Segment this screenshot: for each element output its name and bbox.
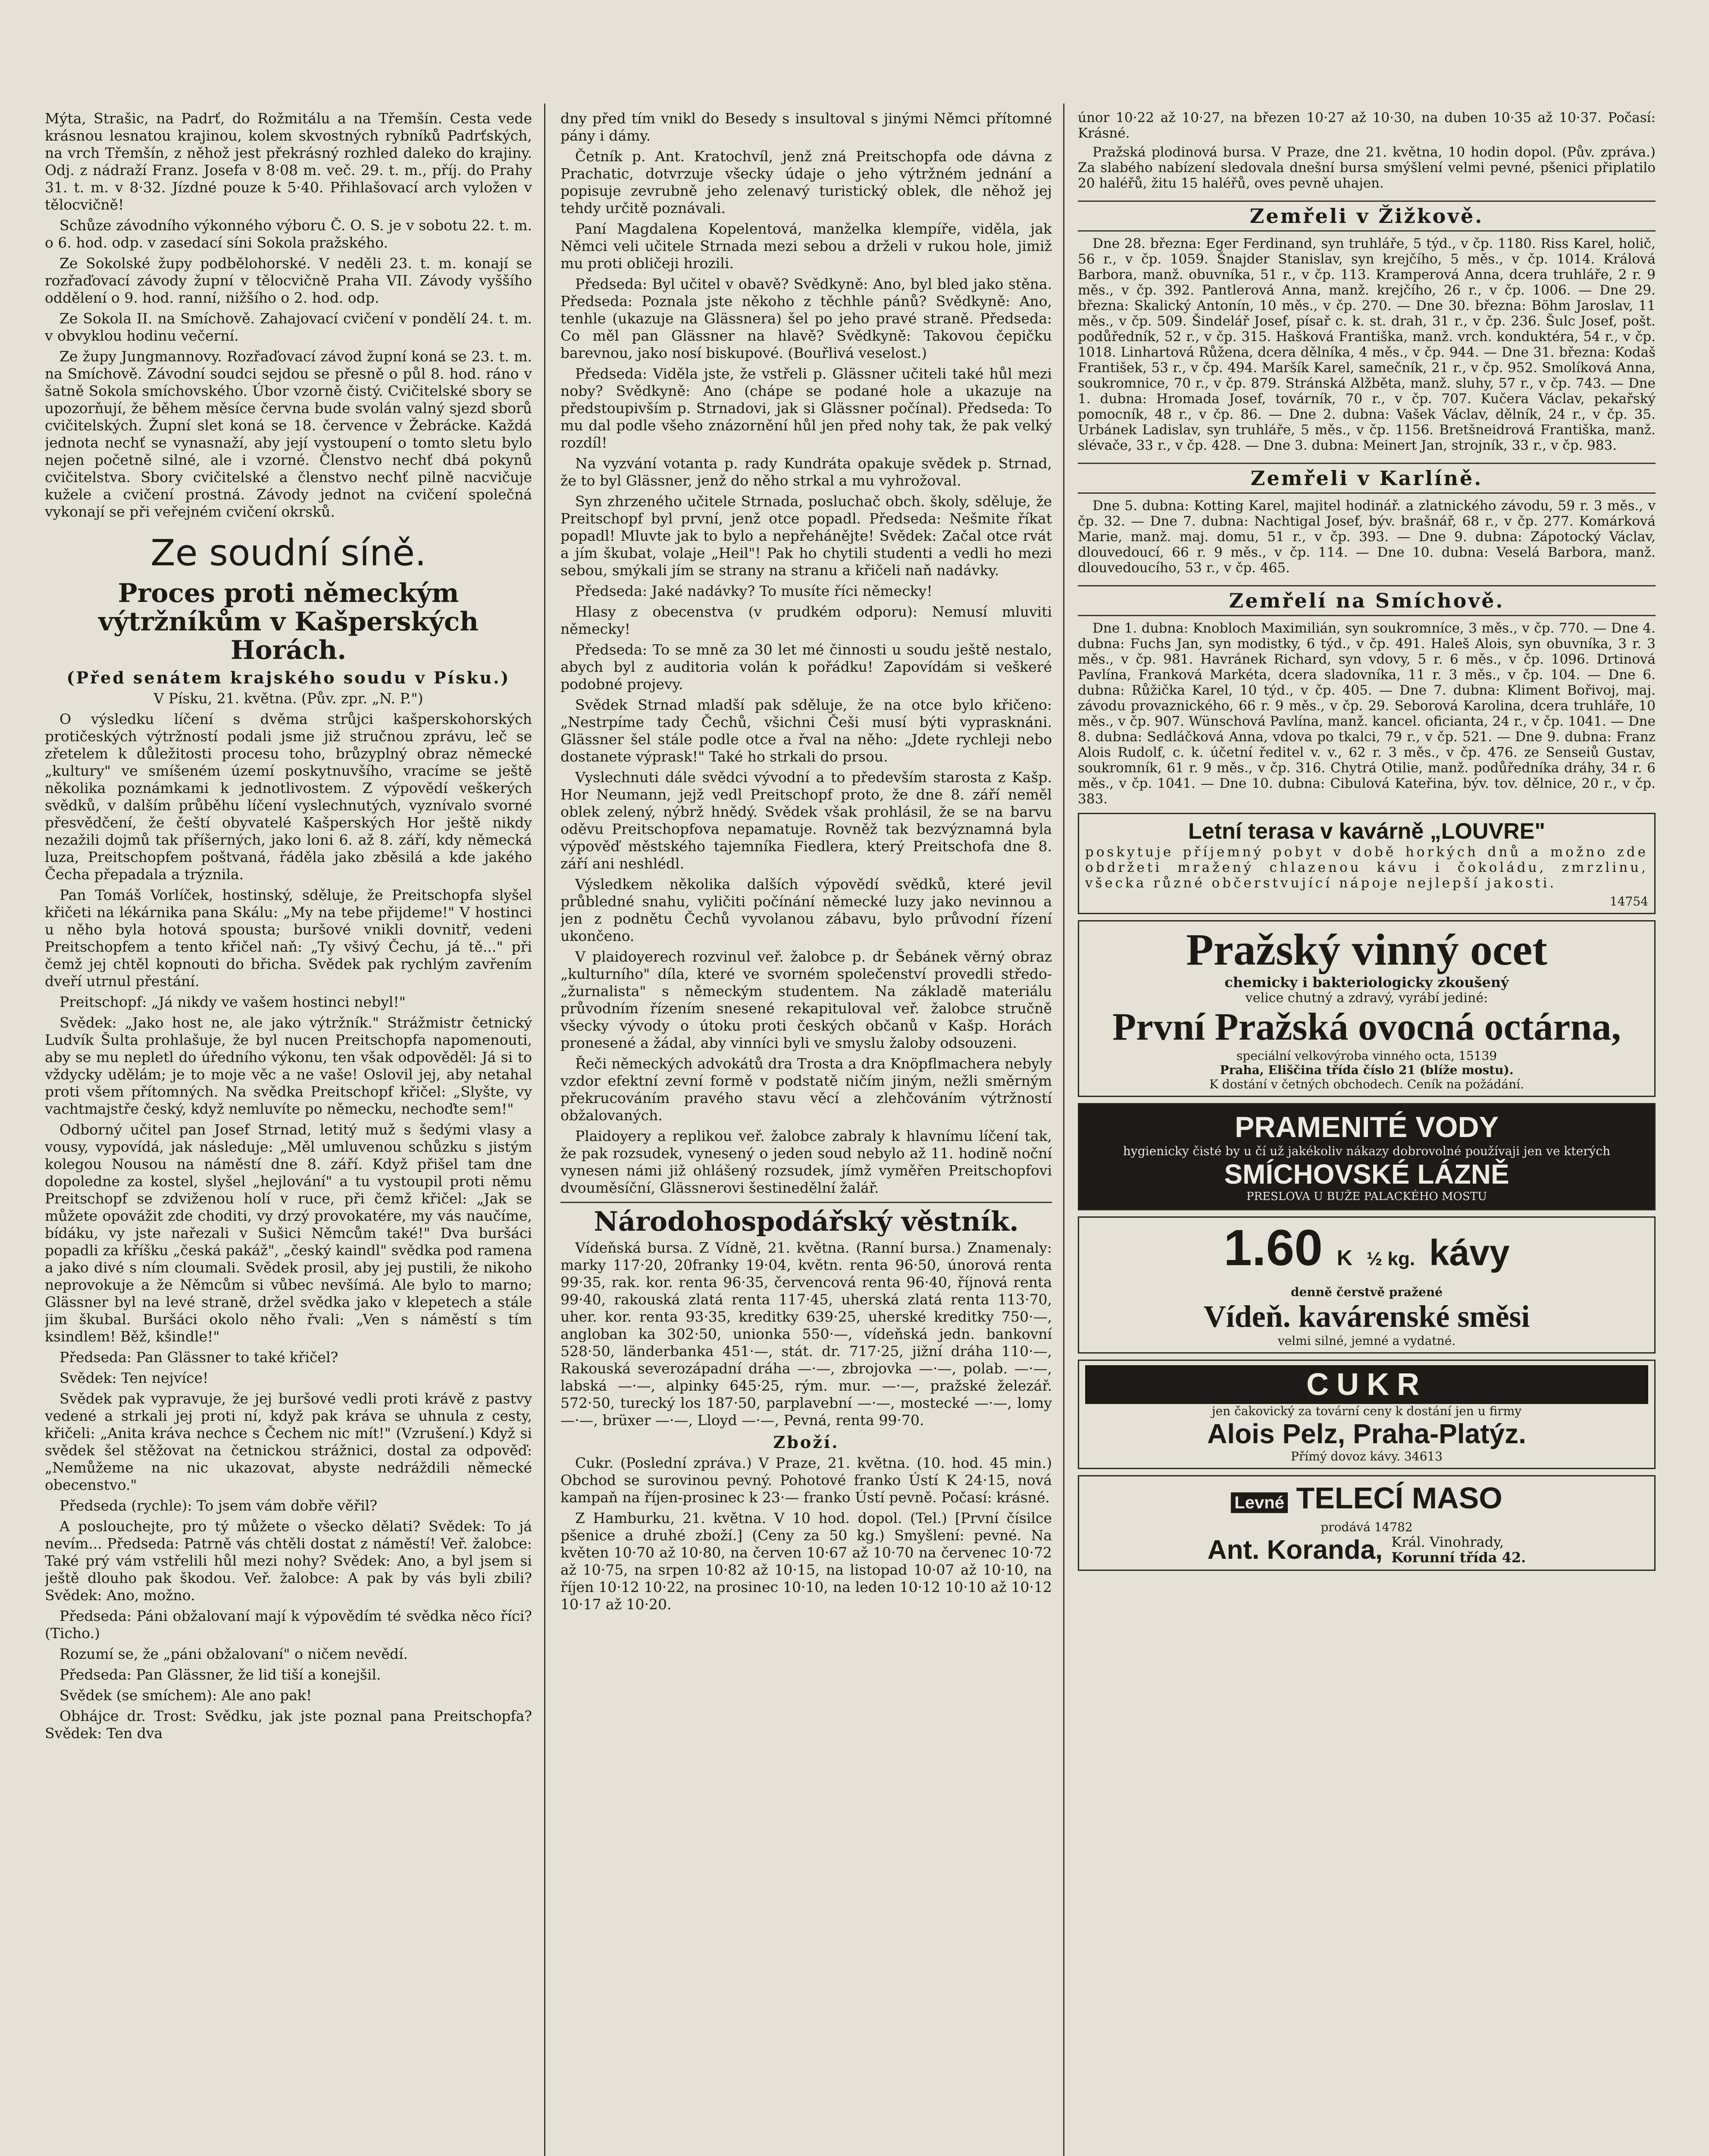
veal-ad-title: TELECÍ MASO — [1296, 1481, 1502, 1515]
article-paragraph: Na vyzvání votanta p. rady Kundráta opakuje svědek p. Strnad, že to byl Glässner, jenž do něho strkal a mu vyhrožoval. — [560, 455, 1052, 489]
hamburg-report: Z Hamburku, 21. května. V 10 hod. dopol. (Tel.) [První čísilce pšenice a druhé zboží.] (Ceny za 50 kg.) Smyšlení: pevné. Na květen 10·70 až 10·80, na červen 10·67 až 10·70 na červenec 10·72 až 10·75, na srpen 10·82 až 10·15, na listopad 10·07 až 10·10, na říjen 10·12 10·22, na prosinec 10·10, na leden 10·12 10·10 až 10·12 10·17 až 10·20. — [560, 1510, 1052, 1613]
article-paragraph: Rozumí se, že „páni obžalovaní" o ničem nevědí. — [59, 1645, 408, 1662]
article-paragraph: Obhájce dr. Trost: Svědku, jak jste poznal pana Preitschopfa? Svědek: Ten dva — [45, 1708, 532, 1742]
spa-ad-title: PRAMENITÉ VODY — [1234, 1111, 1499, 1144]
vinegar-ad-sub2: velice chutný a zdravý, vyrábí jediné: — [1245, 990, 1488, 1006]
vinegar-ad-address: Praha, Eliščina třída číslo 21 (blíže mostu). — [1220, 1063, 1514, 1077]
deaths-karlin-list: Dne 5. dubna: Kotting Karel, majitel hodinář. a zlatnického závodu, 59 r. 3 měs., v čp. 32. — Dne 7. dubna: Nachtigal Josef, býv. brašnář, 68 r., v čp. 277. Komárková Marie, manž. maj. domu, 51 r., v čp. 393. — Dne 9. dubna: Zápotocký Václav, dlouvedoucí, 66 r. 9 měs., v čp. 114. — Dne 10. dubna: Veselá Barbora, manž. dlouvedoucího, 53 r., v čp. 465. — [1078, 498, 1656, 576]
vinegar-advert — [1078, 920, 1656, 1097]
coffee-ad-coffee: kávy — [1429, 1232, 1510, 1273]
article-paragraph: Svědek Strnad mladší pak sděluje, že na otce bylo křičeno: „Nestrpíme tady Čechů, všichni Češi musí býti vyprasknáni. Glässner šel stále podle otce a řval na něho: „Jdete rychleji nebo dostanete výprask!" Také ho strkali do prsou. — [560, 696, 1052, 765]
louvre-advert — [1078, 813, 1656, 914]
article-paragraph: Hlasy z obecenstva (v prudkém odporu): Nemusí mluviti německy! — [560, 603, 1052, 637]
article-paragraph: Výsledkem několika dalších výpovědí svědků, které jevil průbledné snahu, vyličiti počínání německé luzy jako nevinnou a jen z podnětu Čechů vyvolanou zábavu, bylo průvodní řízení ukončeno. — [560, 876, 1052, 944]
spa-ad-text: hygienicky čisté by u čí už jakékoliv nákazy dobrovolné používaji jen ve kterých — [1123, 1144, 1611, 1158]
deaths-smichov-list: Dne 1. dubna: Knobloch Maximilián, syn soukromníce, 3 měs., v čp. 770. — Dne 4. dubna: Fuchs Jan, syn modistky, 6 týd., v čp. 491. Haleš Alois, syn obuvníka, 3 r. 3 měs., v čp. 981. Havránek Richard, syn vdovy, 5 r. 6 měs., v čp. 1096. Drtinová Pavlína, Franková Markéta, dcera sladovníka, 11 r. 3 měs., v čp. 104. — Dne 6. dubna: Růžička Karel, 10 týd., v čp. 405. — Dne 7. dubna: Kliment Bořivoj, maj. závodu provaznického, 66 r. 9 měs., v čp. 29. Seborová Karolina, dcera truhláře, 10 měs., v čp. 907. Wünschová Pavlína, manž. kancel. oficianta, 24 r., v čp. 1041. — Dne 8. dubna: Sedláčková Anna, vdova po tkalci, 79 r., v čp. 521. — Dne 9. dubna: Franz Alois Rudolf, c. k. účetní ředitel v. v., 62 r. 3 měs., v čp. 476. ze Senseiů Gustav, soukromník, 61 r. 9 měs., v čp. 316. Chytrá Otilie, manž. podůředníka dráhy, 34 r. 6 měs., v čp. 1041. — Dne 10. dubna: Cibulová Kateřina, býv. tov. dělnice, 20 r., v čp. 383. — [1078, 620, 1656, 807]
veal-ad-address1: Král. Vinohrady, — [1391, 1534, 1504, 1550]
deaths-zizkov-list: Dne 28. března: Eger Ferdinand, syn truhláře, 5 týd., v čp. 1180. Riss Karel, holič, 56 r., v čp. 1059. Šnajder Stanislav, syn krejčího, 5 měs., v čp. 1014. Králová Barbora, manž. obuvníka, 51 r., v čp. 113. Kramperová Anna, dcera truhláře, 2 r. 9 měs., v čp. 392. Pantlerová Anna, manž. krejčího, 26 r., v čp. 1006. — Dne 29. března: Skalický Antonín, 10 měs., v čp. 270. — Dne 30. března: Böhm Jaroslav, 11 měs., v čp. 509. Šindelář Josef, písař c. k. st. drah, 31 r., v čp. 236. Šulc Josef, pošt. podůředník, 52 r., v čp. 315. Hašková Františka, manž. vrch. konduktéra, 54 r., v čp. 1018. Linhartová Růžena, dcera dělníka, 4 měs., v čp. 944. — Dne 31. března: Kodaš František, 53 r., v čp. 494. Maršík Karel, samečník, 21 r., v čp. 952. Smolíková Anna, soukromnice, 70 r., v čp. 879. Stránská Alžběta, manž. sluhy, 57 r., v čp. 743. — Dne 1. dubna: Hromada Josef, továrník, 70 r., v čp. 707. Kučera Václav, pekařský pomocník, 48 r., v čp. 86. — Dne 2. dubna: Vašek Václav, dělník, 24 r., v čp. 35. Urbánek Ladislav, syn truhláře, 5 měs., v čp. 1156. Bretšneidrová Františka, manž. slévače, 33 r., v čp. 428. — Dne 3. dubna: Meinert Jan, strojník, 33 r., v čp. 983. — [1078, 236, 1656, 453]
article-paragraph: Předseda: Jaké nadávky? To musíte říci německy! — [575, 583, 933, 599]
article-paragraph: Řeči německých advokátů dra Trosta a dra Knöpflmachera nebyly vzdor efektní zevní formě v podstatě ničím jiným, nežli směrným překrucováním pravého stavu věcí a zlehčováním výtržností obžalovaných. — [560, 1055, 1052, 1124]
deaths-smichov-title: Zemřelí na Smíchově. — [1078, 585, 1656, 616]
article-paragraph: Plaidoyery a replikou veř. žalobce zabraly k hlavnímu líčení tak, že pak rozsudek, vynesený o jeden soud nebylo až 11. hodině noční vynesen námi již ohlášený rozsudek, jímž vyměřen Preitschopfovi dvouměsíční, Glässnerovi šestinedělní žalář. — [560, 1128, 1052, 1196]
vinegar-ad-sub: chemicky i bakteriologicky zkoušený — [1224, 974, 1509, 990]
article-paragraph: Předseda: Páni obžalovaní mají k výpovědím té svědka něco říci? (Ticho.) — [45, 1608, 532, 1642]
article-dateline: V Písku, 21. května. (Pův. zpr. „N. P.") — [153, 690, 423, 707]
article-paragraph: Předseda: To se mně za 30 let mé činnosti u soudu ještě nestalo, abych byl z auditoria volán k pořádku! Zapovídám si veškeré podobné projevy. — [560, 641, 1052, 693]
vienna-bourse-report: Vídeňská bursa. Z Vídně, 21. května. (Ranní bursa.) Znamenaly: marky 117·20, 20franky 19·04, květn. renta 96·50, únorová renta 99·35, rak. kor. renta 96·35, červencová renta 96·40, říjnová renta 99·40, rakouská zlatá renta 117·45, uherská zlatá renta 113·70, uher. kor. renta 93·35, kreditky 639·25, uherské kreditky 750·—, angloban ka 302·50, unionka 550·—, vídeňská jedn. bankovní 528·50, länderbanka 451·—, stát. dr. 717·25, jižní dráha 110·—, Rakouská severozápadní dráha —·—, zbrojovka —·—, polab. —·—, labská —·—, alpinky 645·25, rým. mur. —·—, pražské železář. 572·50, turecký los 187·50, parplavební —·—, mostecké —·—, lomy —·—, brüxer —·—, Lloyd —·—, Pevná, renta 99·70. — [560, 1239, 1052, 1429]
article-paragraph: Odborný učitel pan Josef Strnad, letitý muž s šedými vlasy a vousy, vypovídá, jak následuje: „Měl umluvenou schůzku s jistým kolegou Nousou na náměstí dne 8. září. Když přišel tam dne dopoledne za kostel, slyšel „hejlování" a tu vystoupil proti němu Preitschopf se zdviženou holí v ruce, při čemž křičel: „Jak se můžete opovážit zde choditi, vy drzý provokatére, my vás naučíme, bídáku, vy jste nařezali v Sušici Němcům také!" Dva buršáci popadli za kříšku „česká pakáž", „český kaindl" svědka pod ramena a jako divé s ním cloumali. Svědek prosil, aby jej pustili, že nikoho neprovokuje a že Němcům si vůbec nevšímá. Ale bylo to marno; Glässner byl na levé straně, držel svědka jako v klepetech a stále jim škubal. Buršáci okolo něho řvali: „Ven s náměstí s tím ksindlem! Běž, kšindle!" — [45, 1121, 532, 1345]
article-paragraph: Pan Tomáš Vorlíček, hostinský, sděluje, že Preitschopfa slyšel křičeti na lékárnika pana Skálu: „My na tebe přijdeme!" V hostinci u něho byla hotová spousta; buršové vnikli dovnitř, vedeni Preitschopfem a tento křičel naň: „Ty všivý Čechu, já tě..." při čemž jej chtěl kopnouti do břicha. Svědek pak rychlým zavřením dveří utrnul přestání. — [45, 887, 532, 990]
louvre-ad-title: Letní terasa v kavárně „LOUVRE" — [1188, 819, 1546, 844]
coffee-advert — [1078, 1216, 1656, 1354]
article-headline: Proces proti německým výtržníkům v Kašperských Horách. — [98, 578, 479, 665]
veal-ad-cheap: Levné — [1231, 1492, 1288, 1513]
article-paragraph: Syn zhrzeného učitele Strnada, posluchač obch. školy, sděluje, že Preitschopf byl první, jenž otce popadl. Předseda: Nešmite říkat popadl! Mluvte jak to bylo a nepřehánějte! Svědek: Začal otce rvát a jím škubat, volaje „Heil"! Pak ho chytili studenti a vedli ho mezi sebou, smýkali jím se strany na stranu a křičeli naň nadávky. — [560, 493, 1052, 579]
column-rule-right — [1063, 103, 1064, 2156]
veal-ad-sub: prodává — [1321, 1520, 1371, 1534]
sokol-trip-notice: Mýta, Strašic, na Padrť, do Rožmitálu a na Třemšín. Cesta vede krásnou lesnatou krajinou, kolem skvostných rybníků Padrťských, na vrch Třemšín, z něhož jest překrásný rozhled daleko do krajiny. Odj. z nádraží Franz. Josefa v 8·08 m. več. 29. t. m., příj. do Prahy 31. t. m. v 8·32. Jízdné pouze k 5·40. Přihlašovací arch vyložen v tělocvičně! — [45, 110, 532, 213]
sugar-ad-title: CUKR — [1085, 1365, 1648, 1404]
article-paragraph: Svědek pak vypravuje, že jej buršové vedli proti krávě z pastvy vedené a strkali jej proti ní, když pak kráva se uhnula z cesty, křičeli: „Anita kráva nechce s Čechem nic mít!" (Vzrušení.) Když si svědek šel stěžovat na četnickou strážnici, dostal za odpověď: „Nemůžeme na nic ukazovat, abyste nedráždili německé obecenstvo." — [45, 1390, 532, 1493]
spa-advert — [1078, 1103, 1656, 1210]
coffee-ad-price: 1.60 — [1224, 1219, 1323, 1276]
column-1 — [45, 110, 532, 2156]
column-rule-left — [544, 103, 545, 2156]
coffee-ad-sub: velmi silné, jemné a vydatné. — [1277, 1334, 1456, 1348]
vinegar-ad-company: První Pražská ovocná octárna, — [1112, 1006, 1621, 1048]
veal-ad-number: 14782 — [1374, 1520, 1413, 1534]
spa-ad-brand: SMÍCHOVSKÉ LÁZNĚ — [1224, 1159, 1509, 1190]
sugar-report: Cukr. (Poslední zpráva.) V Praze, 21. května. (10. hod. 45 min.) Obchod se surovinou pevný. Pohotové franko Ústí K 24·15, nová kampaň na říjen-prosinec k 23·— franko Ústí pevně. Počasí: krásné. — [560, 1454, 1052, 1506]
sugar-ad-firm: Alois Pelz, Praha-Platýz. — [1207, 1418, 1526, 1449]
louvre-ad-text: poskytuje příjemný pobyt v době horkých dnů a možno zde obdržeti mražený chlazenou kávu i čokoládu, zmrzlinu, všecka různé občerstvující nápoje nejlepší jakosti. — [1085, 844, 1648, 891]
article-paragraph: Svědek (se smíchem): Ale ano pak! — [59, 1687, 312, 1704]
article-paragraph: Svědek: „Jako host ne, ale jako výtržník." Strážmistr četnický Ludvík Šulta prohlašuje, že byl nucen Preitschopfa napomenouti, aby se mu nepletl do úředního výkonu, ten však odpověděl: Já si to vždycky udělám; je to moje věc a ne vaše! Oslovil jej, aby netahal proti všem přítomných. Na svědka Preitschopf křičel: „Slyšte, vy vachtmajstře český, když nemluvíte po německu, nechoďte sem!" — [45, 1014, 532, 1117]
article-paragraph: V plaidoyerech rozvinul veř. žalobce p. dr Šebánek věrný obraz „kulturního" díla, které ve svorném společenství provedli středo- „žurnalista" s německým studentem. Na základě materiálu průvodním řízením snesené rekapituloval veř. žalobce stručně všecky vývody o útoku proti českých občanů v Kašp. Horách pronesené a žádal, aby vinníci byli ve smyslu žaloby odsouzeni. — [560, 948, 1052, 1051]
coffee-ad-fresh: denně čerstvě pražené — [1290, 1285, 1443, 1299]
spa-ad-address: PRESLOVA U BUŽE PALACKÉHO MOSTU — [1246, 1190, 1487, 1203]
article-paragraph: Preitschopf: „Já nikdy ve vašem hostinci nebyl!" — [59, 993, 406, 1010]
article-paragraph: Předseda: Viděla jste, že vstřeli p. Glässner učiteli také hůl mezi noby? Svědkyně: Ano (chápe se podané hole a ukazuje na předstoupivším p. Strnadovi, jak si Glässner počínal). Předseda: To mu dal podle všeho znázornění hůl jen před nohy tak, že pak velký rozdíl! — [560, 365, 1052, 451]
sokol-meeting-notice: Schůze závodního výkonného výboru Č. O. S. je v sobotu 22. t. m. o 6. hod. odp. v zasedací síni Sokola pražského. — [45, 217, 532, 251]
article-paragraph: Předseda: Byl učitel v obavě? Svědkyně: Ano, byl bled jako stěna. Předseda: Poznala jste někoho z těchhle pánů? Svědkyně: Ano, tenhle (ukazuje na Glässnera) šel po jeho pravé straně. Předseda: Co měl pan Glässner na hlavě? Svědkyně: Takovou čepičku barevnou, jako nosí biskupové. (Bouřlivá veselost.) — [560, 276, 1052, 361]
prague-bourse-report: Pražská plodinová bursa. V Praze, dne 21. května, 10 hodin dopol. (Pův. zpráva.) Za slabého nabízení sledovala dnešní bursa smýšlení velmi pevné, pšenici připlatilo 20 haléřů, žitu 15 haléřů, oves pevně uhajen. — [1078, 144, 1656, 191]
article-paragraph: Svědek: Ten nejvíce! — [59, 1369, 209, 1386]
article-paragraph: A poslouchejte, pro tý můžete o všecko dělati? Svědek: To já nevím... Předseda: Patrně vás chtěli dostat z náměstí! Veř. žalobce: Také prý vám vstřelili hůl mezi nohy? Svědek: Ano, a byl jsem si ještě dlouho pak škodou. Veř. žalobce: A pak by vás byli zbili? Svědek: Ano, možno. — [45, 1518, 532, 1604]
article-paragraph: Vyslechnuti dále svědci vývodní a to především starosta z Kašp. Hor Neumann, jejž vedl Preitschopf proto, že dne 8. září neměl oblek zelený, nýbrž hnědý. Svědek však prohlásil, že se na barvu oděvu Preitschopfova nepamatuje. Rovněž tak bezvýznamná byla výpověď městského tajemníka Fiedlera, který Preitschofa dne 8. září ani neshlédl. — [560, 769, 1052, 872]
article-court-line: (Před senátem krajského soudu v Písku.) — [66, 668, 510, 687]
sugar-advert — [1078, 1360, 1656, 1469]
article-paragraph: Paní Magdalena Kopelentová, manželka klempíře, viděla, jak Němci veli učitele Strnada mezi sebou a drželi v rukou hole, jimiž mu proti obličeji hrozili. — [560, 220, 1052, 272]
goods-title: Zboží. — [773, 1432, 839, 1452]
sugar-ad-text: jen čakovický za tovární ceny k dostání jen u firmy — [1211, 1404, 1522, 1418]
article-paragraph: O výsledku líčení s dvěma strůjci kašperskohorských protičeských výtržností podali jsme již stručnou zprávu, leč se zřetelem k důležitosti procesu toho, brůzyplný obraz německé „kultury" ve smíšeném území poskytnuvšího, vracíme se ještě několika poznámkami k jednotlivostem. Z výpovědí veškerých svědků, v dalším průběhu líčení vyslechnutých, vyznívalo svorné přesvědčení, že čeští obyvatelé Kašperských Hor ještě nikdy nezažili dojmů tak příšerných, jako loni 6. až 8. září, kdy německá luza, Preitschopfem poštvaná, řáděla jako zběsilá a kde jakého Čecha přepadala a trýznila. — [45, 711, 532, 883]
coffee-ad-currency: K — [1337, 1246, 1352, 1270]
veal-ad-firm: Ant. Koranda, — [1207, 1535, 1383, 1565]
column-2 — [560, 110, 1052, 2156]
veal-ad-address2: Korunní třída 42. — [1391, 1549, 1526, 1566]
sokol-podbelohorska-notice: Ze Sokolské župy podbělohorské. V neděli 23. t. m. konají se rozřaďovací závody župní v tělocvičně Praha VII. Závody vyššího oddělení o 9. hod. ranní, nižšího o 2. hod. odp. — [45, 255, 532, 306]
article-paragraph: Četník p. Ant. Kratochvíl, jenž zná Preitschopfa ode dávna z Prachatic, dotvrzuje všecky údaje o jeho výtržném jednání a popisuje zevrubně jeho zelenavý turistický oblek, dle něhož jej tehdy určitě poznávali. — [560, 148, 1052, 216]
section-title-court: Ze soudní síně. — [150, 532, 426, 574]
article-paragraph: Předseda: Pan Glässner to také křičel? — [59, 1349, 338, 1366]
coffee-ad-title: Vídeň. kavárenské směsi — [1203, 1299, 1530, 1334]
market-paragraph: únor 10·22 až 10·27, na březen 10·27 až 10·30, na duben 10·35 až 10·37. Počasí: Krásné. — [1078, 110, 1656, 141]
article-paragraph: Předseda (rychle): To jsem vám dobře věřil? — [59, 1497, 378, 1514]
deaths-karlin-title: Zemřeli v Karlíně. — [1078, 463, 1656, 494]
sugar-ad-number: 34613 — [1404, 1449, 1443, 1463]
sokol-smichov-notice: Ze Sokola II. na Smíchově. Zahajovací cvičení v pondělí 24. t. m. v obvyklou hodinu večerní. — [45, 310, 532, 344]
deaths-zizkov-title: Zemřeli v Žižkově. — [1078, 201, 1656, 232]
vinegar-ad-title: Pražský vinný ocet — [1186, 925, 1547, 975]
coffee-ad-unit: ½ kg. — [1366, 1248, 1415, 1269]
veal-advert — [1078, 1475, 1656, 1571]
vinegar-ad-sale: K dostání v četných obchodech. Ceník na požádání. — [1209, 1077, 1524, 1091]
economy-section-title: Národohospodářský věstník. — [560, 1202, 1052, 1236]
column-3 — [1078, 110, 1656, 2156]
article-paragraph: Předseda: Pan Glässner, že lid tiší a konejšil. — [59, 1666, 381, 1683]
louvre-ad-number: 14754 — [1609, 894, 1648, 909]
vinegar-ad-number: 15139 — [1459, 1049, 1497, 1063]
sugar-ad-note: Přímý dovoz kávy. — [1290, 1449, 1401, 1463]
article-paragraph: dny před tím vnikl do Besedy s insultoval s jinými Němci přítomné pány i dámy. — [560, 110, 1052, 144]
sokol-jungmann-notice: Ze župy Jungmannovy. Rozřaďovací závod župní koná se 23. t. m. na Smíchově. Závodní soudci sejdou se přesně o půl 8. hod. ráno v šatně Sokola smíchovského. Úbor vzorně čistý. Cvičitelské sbory se upozorňují, že během měsíce června bude svolán valný sjezd sborů cvičitelských. Župní slet koná se 18. července v Žebrácke. Každá jednota nechť se vynasnaží, aby její vystoupení o tomto sletu bylo nejen početně silné, ale i vzorné. Členstvo nechť dbá pokynů cvičitelstva. Sbory cvičitelské a členstvo nechť pilně nacvičuje kužele a cvičení prostná. Závody jednot na cvičení společná vykonají se při veřejném cvičení okrsků. — [45, 348, 532, 520]
vinegar-ad-line: speciální velkovýroba vinného octa, — [1236, 1049, 1455, 1063]
